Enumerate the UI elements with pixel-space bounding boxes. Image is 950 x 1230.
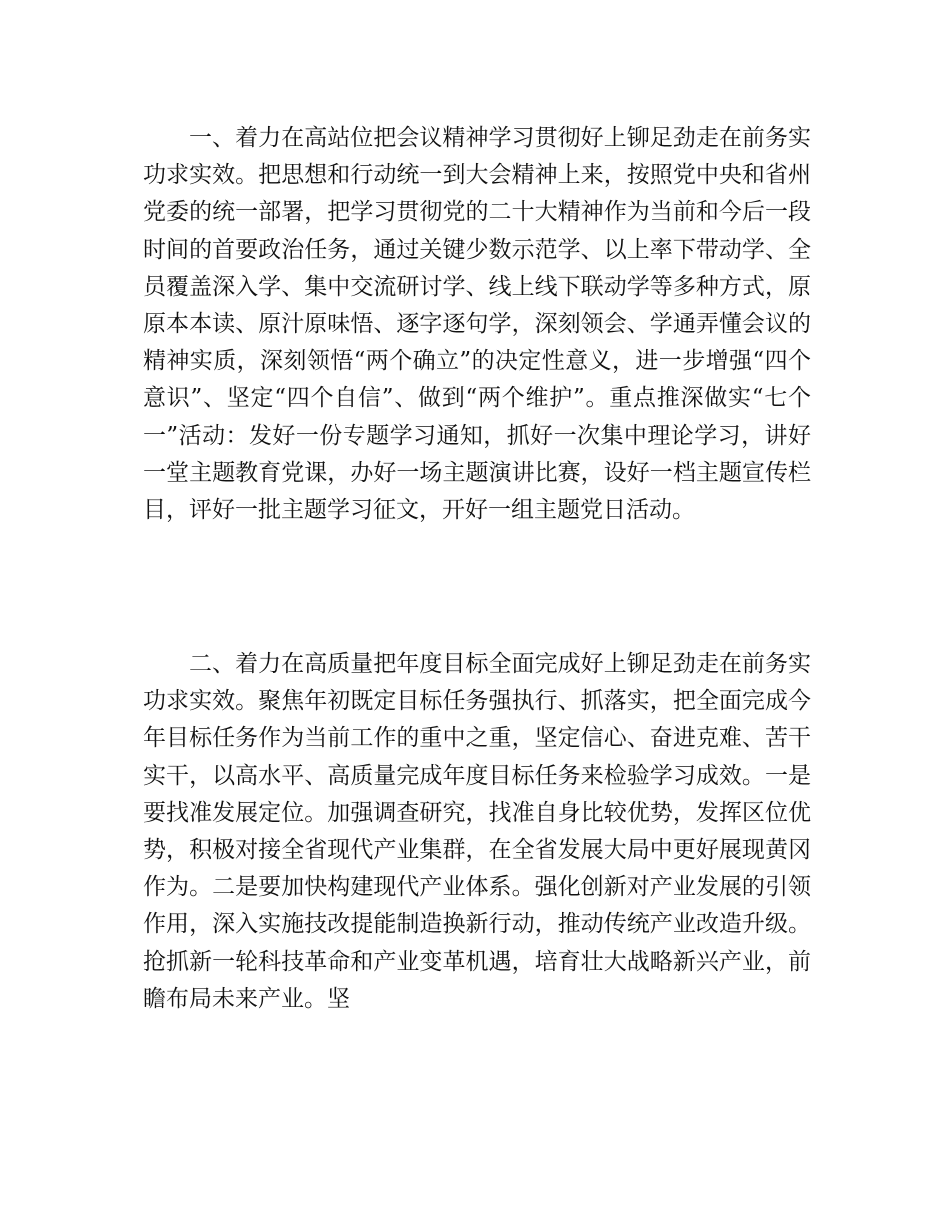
paragraph-2: 二、着力在高质量把年度目标全面完成好上铆足劲走在前务实功求实效。聚焦年初既定目标任务强执行、抓落实，把全面完成今年目标任务作为当前工作的重中之重，坚定信心、奋进克难、苦干实干，以高水平、高质量完成年度目标任务来检验学习成效。一是要找准发展定位。加强调查研究，找准自身比较优势，发挥区位优势，积极对接全省现代产业集群，在全省发展大局中更好展现黄冈作为。二是要加快构建现代产业体系。强化创新对产业发展的引领作用，深入实施技改提能制造换新行动，推动传统产业改造升级。抢抓新一轮科技革命和产业变革机遇，培育壮大战略新兴产业，前瞻布局未来产业。坚: [143, 651, 811, 1012]
document-body-bottom: [143, 646, 811, 1018]
paragraph-1: 一、着力在高站位把会议精神学习贯彻好上铆足劲走在前务实功求实效。把思想和行动统一到大会精神上来，按照党中央和省州党委的统一部署，把学习贯彻党的二十大精神作为当前和今后一段时间的首要政治任务，通过关键少数示范学、以上率下带动学、全员覆盖深入学、集中交流研讨学、线上线下联动学等多种方式，原原本本读、原汁原味悟、逐字逐句学，深刻领会、学通弄懂会议的精神实质，深刻领悟“两个确立”的决定性意义，进一步增强“四个意识”、坚定“四个自信”、做到“两个维护”。重点推深做实“七个一”活动：发好一份专题学习通知，抓好一次集中理论学习，讲好一堂主题教育党课，办好一场主题演讲比赛，设好一档主题宣传栏目，评好一批主题学习征文，开好一组主题党日活动。: [143, 125, 811, 524]
document-body-top: [143, 120, 811, 529]
